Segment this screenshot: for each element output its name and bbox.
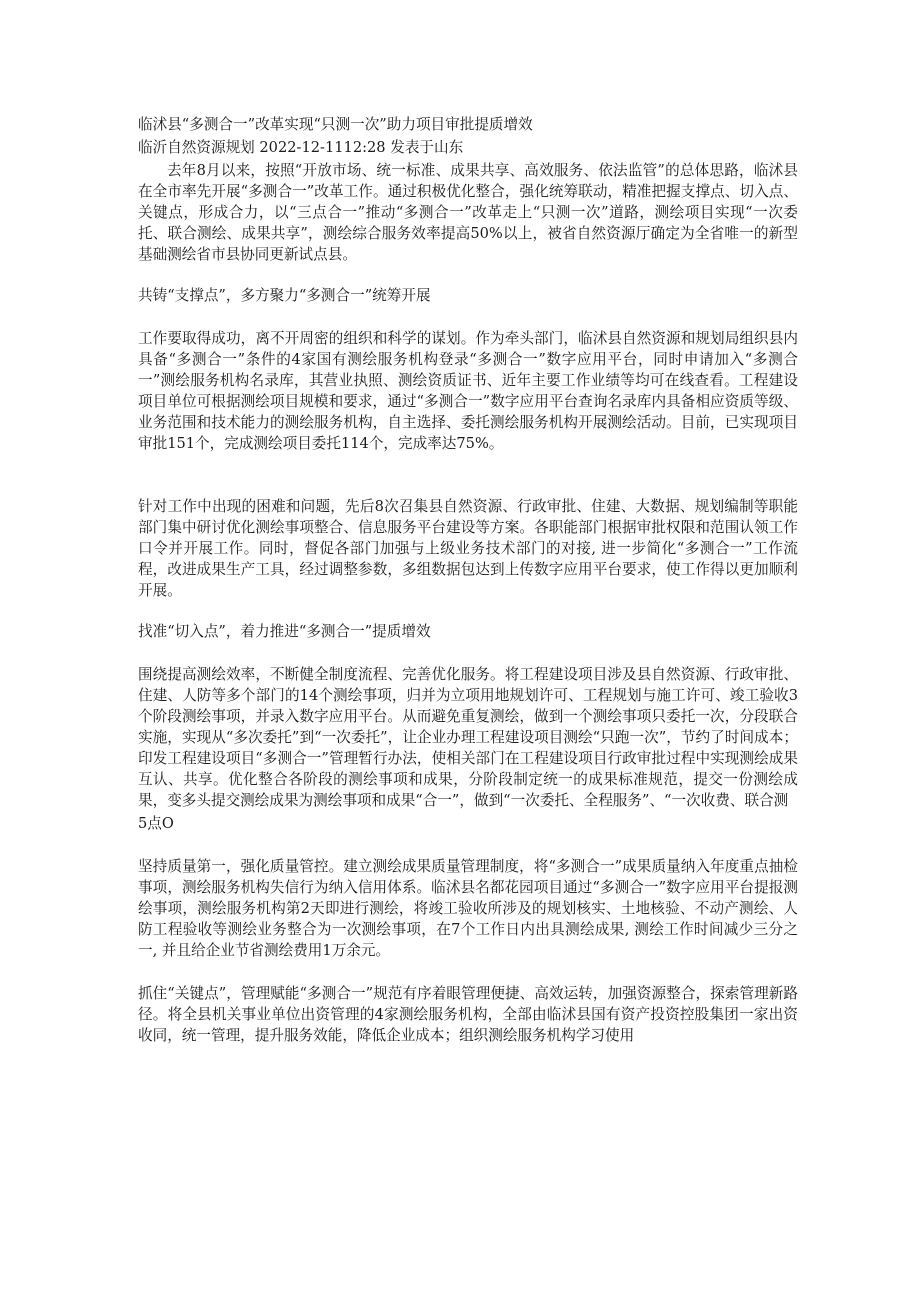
paragraph-efficiency: 围绕提高测绘效率，不断健全制度流程、完善优化服务。将工程建设项目涉及县自然资源、行政审批、住建、人防等多个部门的14个测绘事项，归并为立项用地规划许可、工程规划与施工许可、竣工验收3个阶段测绘事项，并录入数字应用平台。从而避免重复测绘，做到一个测绘事项只委托一次，分段联合实施，实现从“多次委托”到“一次委托”，让企业办理工程建设项目测绘“只跑一次”，节约了时间成本；印发工程建设项目“多测合一”管理暂行办法，使相关部门在工程建设项目行政审批过程中实现测绘成果互认、共享。优化整合各阶段的测绘事项和成果，分阶段制定统一的成果标准规范，提交一份测绘成果，变多头提交测绘成果为测绘事项和成果“合一”，做到“一次委托、全程服务”、“一次收费、联合测 [138, 666, 798, 809]
section-heading-entry-point: 找准“切入点”，着力推进“多测合一”提质增效 [138, 623, 431, 640]
intro-paragraph: 去年8月以来，按照“开放市场、统一标准、成果共享、高效服务、依法监管”的总体思路，临沭县在全市率先开展“多测合一”改革工作。通过积极优化整合，强化统筹联动，精准把握支撑点、切入点、关键点，形成合力，以“三点合一”推动“多测合一”改革走上“只测一次”道路，测绘项目实现“一次委托、联合测绘、成果共享”，测绘综合服务效率提高50%以上，被省自然资源厅确定为全省唯一的新型基础测绘省市县协同更新试点县。 [138, 162, 798, 263]
paragraph-quality: 坚持质量第一，强化质量管控。建立测绘成果质量管理制度，将“多测合一”成果质量纳入年度重点抽检事项，测绘服务机构失信行为纳入信用体系。临沭县名都花园项目通过“多测合一”数字应用平台提报测绘事项，测绘服务机构第2天即进行测绘，将竣工验收所涉及的规划核实、土地核验、不动产测绘、人防工程验收等测绘业务整合为一次测绘事项，在7个工作日内出具测绘成果, 测绘工作时间减少三分之一, 并且给企业节省测绘费用1万余元。 [138, 858, 798, 959]
article-body [138, 114, 798, 1046]
paragraph-problems: 针对工作中出现的困难和问题，先后8次召集县自然资源、行政审批、住建、大数据、规划编制等职能部门集中研讨优化测绘事项整合、信息服务平台建设等方案。各职能部门根据审批权限和范围认领工作口令并开展工作。同时，督促各部门加强与上级业务技术部门的对接, 进一步简化“多测合一”工作流程，改进成果生产工具，经过调整参数，多组数据包达到上传数字应用平台要求，使工作得以更加顺利开展。 [138, 498, 798, 599]
paragraph-organization: 工作要取得成功，离不开周密的组织和科学的谋划。作为牵头部门，临沭县自然资源和规划局组织县内具备“多测合一”条件的4家国有测绘服务机构登录“多测合一”数字应用平台，同时申请加入“多测合一”测绘服务机构名录库，其营业执照、测绘资质证书、近年主要工作业绩等均可在线查看。工程建设项目单位可根据测绘项目规模和要求，通过“多测合一”数字应用平台查询名录库内具备相应资质等级、业务范围和技术能力的测绘服务机构，自主选择、委托测绘服务机构开展测绘活动。目前，已实现项目审批151个，完成测绘项目委托114个，完成率达75%。 [138, 330, 798, 452]
stray-text-fragment: 5点O [138, 815, 174, 832]
article-title: 临沭县“多测合一”改革实现“只测一次”助力项目审批提质增效 [138, 116, 533, 133]
section-heading-support-point: 共铸“支撑点”，多方聚力“多测合一”统筹开展 [138, 287, 431, 304]
paragraph-key-point: 抓住“关键点”，管理赋能“多测合一”规范有序着眼管理便捷、高效运转，加强资源整合，探索管理新路径。将全县机关事业单位出资管理的4家测绘服务机构，全部由临沭县国有资产投资控股集团一家出资收同，统一管理，提升服务效能，降低企业成本；组织测绘服务机构学习使用 [138, 985, 798, 1044]
article-meta: 临沂自然资源规划 2022-12-1112:28 发表于山东 [138, 139, 464, 156]
